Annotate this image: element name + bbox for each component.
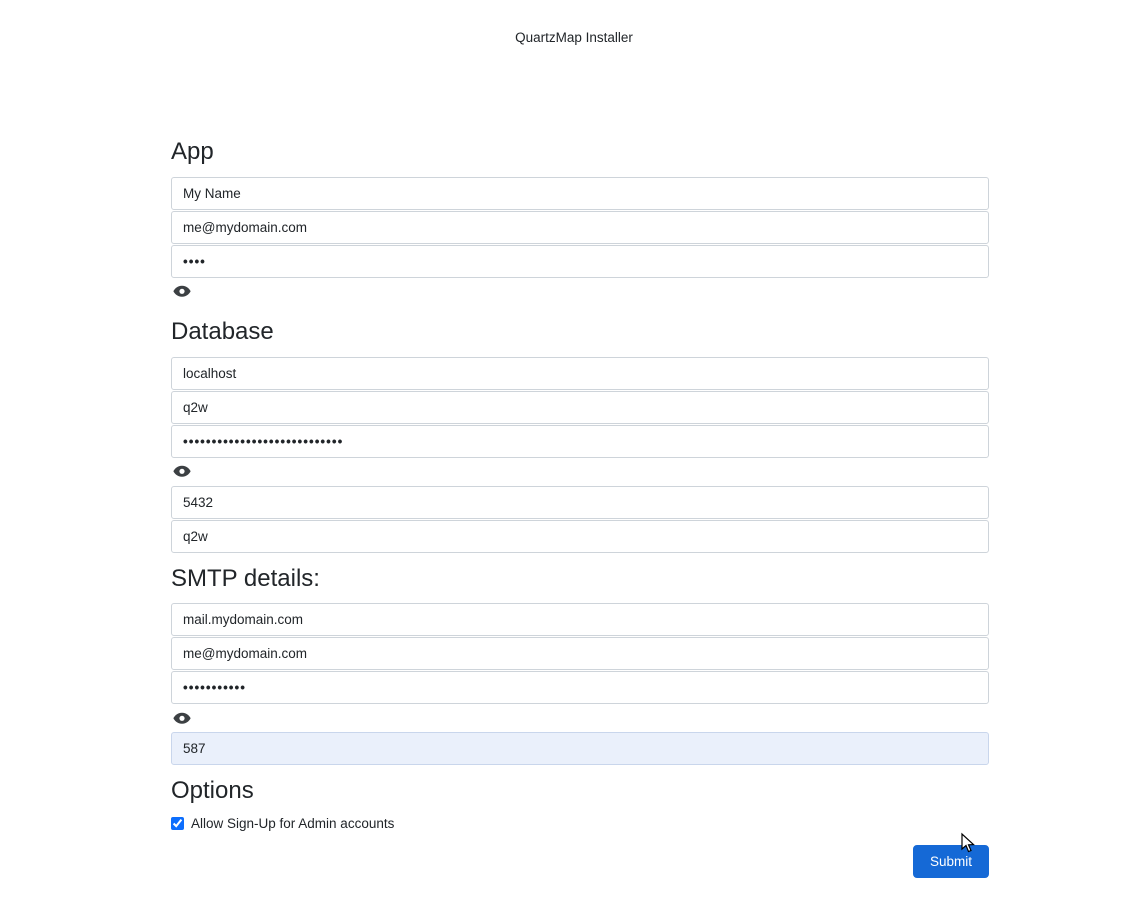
submit-button[interactable]: Submit (913, 845, 989, 878)
admin-password-toggle-row (171, 280, 989, 304)
eye-icon[interactable] (172, 708, 192, 728)
section-heading-database: Database (171, 317, 274, 345)
db-host-input[interactable] (171, 357, 989, 390)
db-password-input[interactable] (171, 425, 989, 458)
db-port-input[interactable] (171, 486, 989, 519)
smtp-port-input[interactable] (171, 732, 989, 765)
admin-name-input[interactable] (171, 177, 989, 210)
installer-form (171, 138, 989, 878)
allow-signup-checkbox[interactable] (171, 817, 184, 830)
db-password-toggle-row (171, 460, 989, 484)
smtp-password-input[interactable] (171, 671, 989, 704)
smtp-password-toggle-row (171, 706, 989, 730)
window-title: QuartzMap Installer (515, 30, 633, 45)
section-heading-smtp: SMTP details: (171, 564, 320, 592)
section-heading-options: Options (171, 777, 254, 805)
allow-signup-row[interactable] (171, 816, 989, 831)
eye-icon[interactable] (172, 462, 192, 482)
smtp-host-input[interactable] (171, 603, 989, 636)
db-user-input[interactable] (171, 391, 989, 424)
db-name-input[interactable] (171, 520, 989, 553)
admin-password-input[interactable] (171, 245, 989, 278)
eye-icon[interactable] (172, 282, 192, 302)
section-heading-app: App (171, 138, 214, 165)
admin-email-input[interactable] (171, 211, 989, 244)
smtp-user-input[interactable] (171, 637, 989, 670)
submit-row (171, 845, 989, 878)
allow-signup-label: Allow Sign-Up for Admin accounts (191, 816, 395, 832)
